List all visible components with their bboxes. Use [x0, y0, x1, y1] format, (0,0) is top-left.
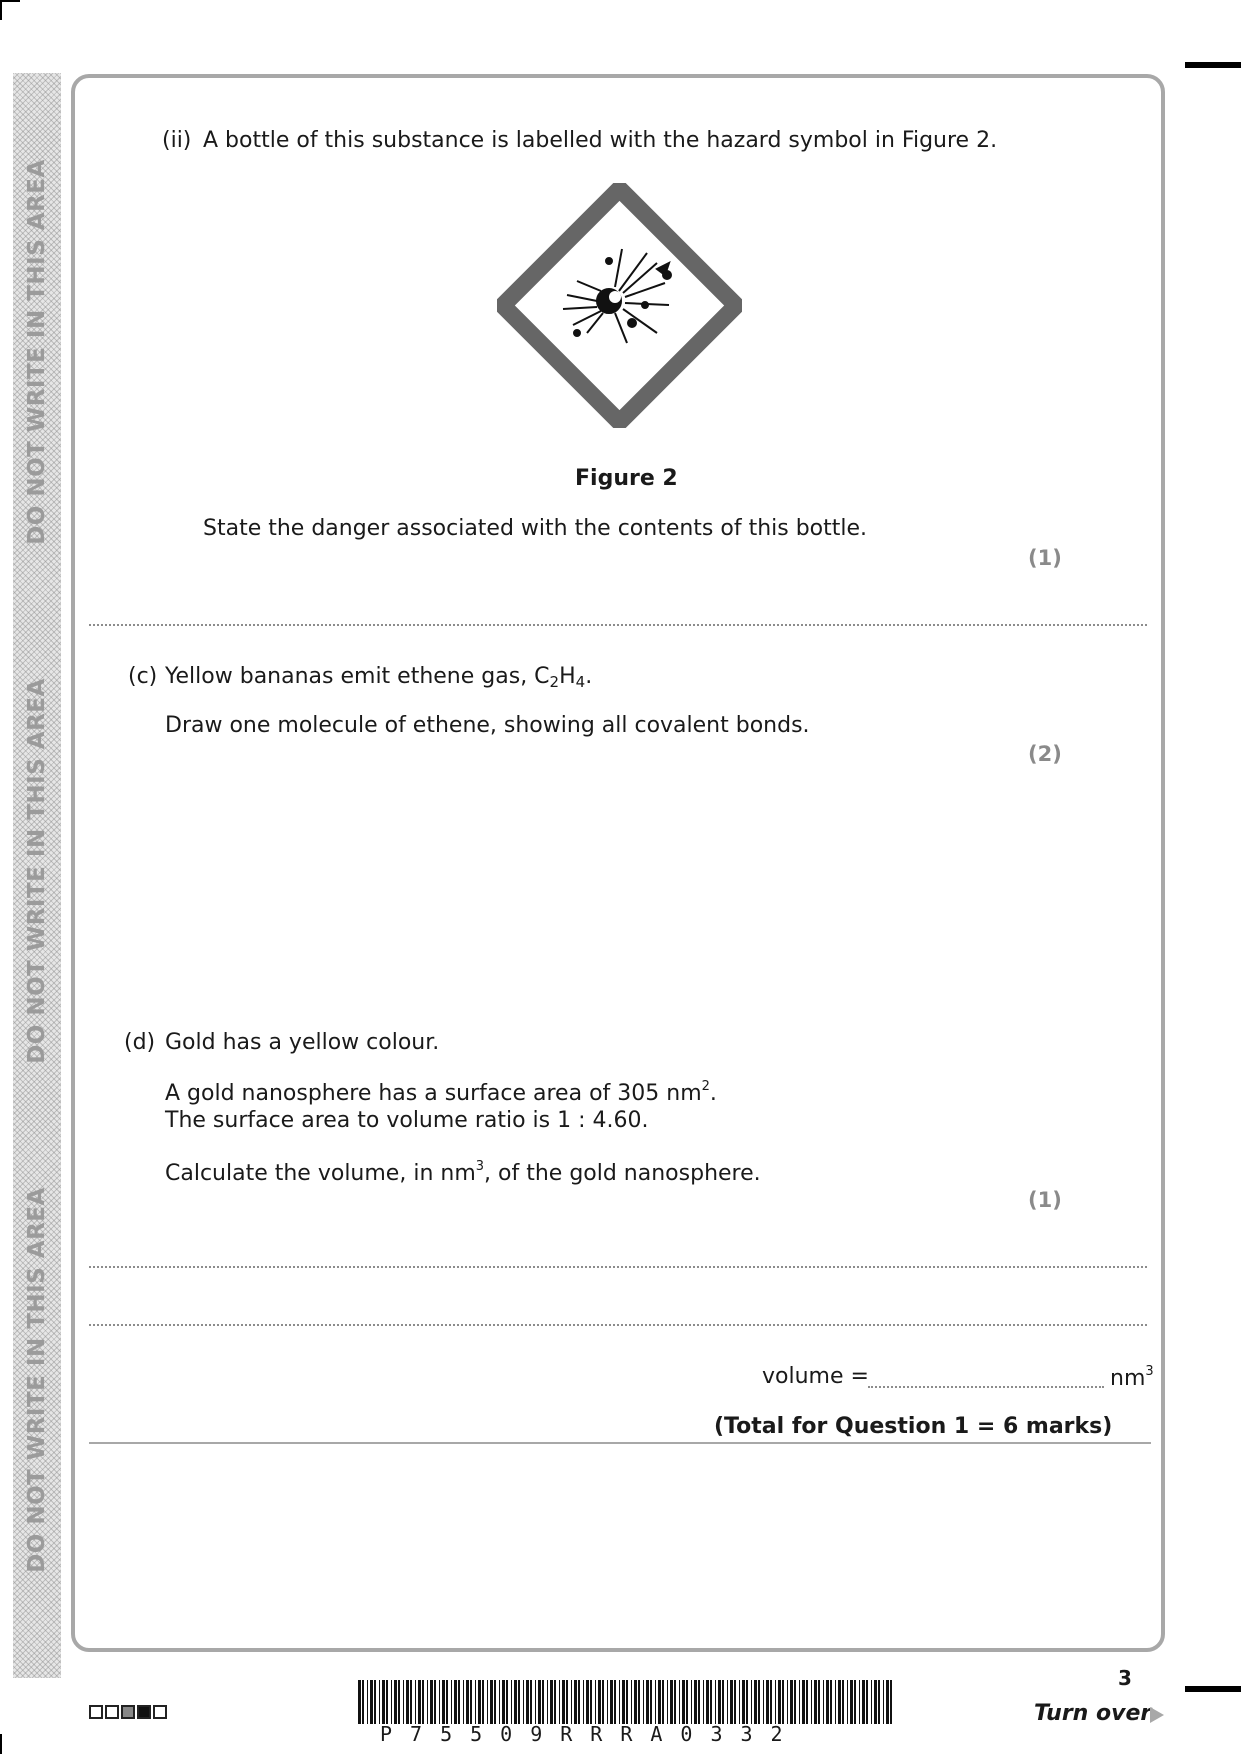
barcode-bar — [454, 1680, 457, 1724]
barcode-bar — [586, 1680, 589, 1724]
barcode-bar — [790, 1680, 793, 1724]
barcode-bar — [706, 1680, 709, 1724]
barcode-bar — [847, 1680, 848, 1724]
barcode-bar — [638, 1680, 640, 1724]
barcode-bar — [838, 1680, 841, 1724]
crop-mark-top-left-h — [0, 0, 20, 2]
part-d-text: Gold has a yellow colour. — [165, 1030, 440, 1055]
volume-answer-unit: $nm^3$ — [1110, 1364, 1154, 1391]
barcode-bar — [478, 1680, 481, 1724]
crop-mark-top-right — [1185, 62, 1241, 68]
total-marks: (Total for Question 1 = 6 marks) — [714, 1414, 1113, 1439]
barcode-bar — [746, 1680, 748, 1724]
barcode-bar — [710, 1680, 712, 1724]
barcode-bar — [775, 1680, 776, 1724]
part-d-surface-area: A gold nanosphere has a surface area of 305 $nm^2$. — [165, 1079, 717, 1106]
barcode-bar — [403, 1680, 404, 1724]
barcode-bar — [530, 1680, 532, 1724]
barcode-bar — [787, 1680, 788, 1724]
barcode-bar — [406, 1680, 409, 1724]
barcode-bar — [566, 1680, 568, 1724]
barcode-bar — [622, 1680, 625, 1724]
volume-answer-label: volume = — [762, 1364, 869, 1389]
barcode-bar — [850, 1680, 853, 1724]
barcode-bar — [430, 1680, 433, 1724]
part-c-text: Yellow bananas emit ethene gas, $C_2H_4$. — [165, 664, 593, 691]
barcode-bar — [886, 1680, 889, 1724]
barcode-bar — [758, 1680, 760, 1724]
barcode-bar — [734, 1680, 736, 1724]
barcode-bar — [670, 1680, 673, 1724]
barcode-bar — [458, 1680, 460, 1724]
barcode-bar — [727, 1680, 728, 1724]
barcode-bar — [862, 1680, 865, 1724]
barcode-bar — [619, 1680, 620, 1724]
barcode-bar — [794, 1680, 796, 1724]
marks-part-c: (2) — [1028, 742, 1062, 766]
barcode-bar — [475, 1680, 476, 1724]
barcode-bar — [415, 1680, 416, 1724]
barcode-bar — [379, 1680, 380, 1724]
total-divider — [89, 1442, 1151, 1444]
page-marker-squares — [89, 1705, 167, 1719]
barcode-bar — [854, 1680, 856, 1724]
answer-line-b[interactable] — [89, 624, 1147, 626]
barcode-bar — [418, 1680, 421, 1724]
barcode-bar — [806, 1680, 808, 1724]
part-d-label: (d) — [124, 1030, 156, 1055]
barcode-bar — [643, 1680, 644, 1724]
barcode-bar — [658, 1680, 661, 1724]
barcode-bar — [859, 1680, 860, 1724]
barcode-bar — [578, 1680, 580, 1724]
barcode-bar — [518, 1680, 520, 1724]
working-line-1[interactable] — [89, 1266, 1147, 1268]
barcode-bar — [691, 1680, 692, 1724]
barcode-bar — [494, 1680, 496, 1724]
barcode-bar — [634, 1680, 637, 1724]
barcode-bar — [547, 1680, 548, 1724]
barcode-bar — [482, 1680, 484, 1724]
barcode-bar — [739, 1680, 740, 1724]
barcode-bar — [550, 1680, 553, 1724]
barcode-bar — [535, 1680, 536, 1724]
marks-part-d: (1) — [1028, 1188, 1062, 1212]
barcode-bar — [646, 1680, 649, 1724]
barcode-bar — [890, 1680, 892, 1724]
page-number: 3 — [1118, 1666, 1132, 1690]
barcode-bar — [542, 1680, 544, 1724]
barcode-bar — [439, 1680, 440, 1724]
barcode-bar — [523, 1680, 524, 1724]
part-d-calculate: Calculate the volume, in $nm^3$, of the gold nanosphere. — [165, 1159, 761, 1186]
barcode-bar — [667, 1680, 668, 1724]
barcode-bar — [823, 1680, 824, 1724]
crop-mark-bottom-right — [1185, 1686, 1241, 1692]
part-c-instruction: Draw one molecule of ethene, showing all covalent bonds. — [165, 713, 810, 738]
barcode-bar — [367, 1680, 368, 1724]
barcode-bar — [391, 1680, 392, 1724]
barcode-bar — [526, 1680, 529, 1724]
barcode-bar — [427, 1680, 428, 1724]
barcode-bar — [374, 1680, 376, 1724]
explosive-hazard-icon — [497, 183, 742, 428]
barcode-bar — [754, 1680, 757, 1724]
part-d-ratio: The surface area to volume ratio is 1 : 4.60. — [165, 1108, 649, 1133]
barcode — [358, 1680, 896, 1724]
barcode-bar — [802, 1680, 805, 1724]
barcode-bar — [590, 1680, 592, 1724]
barcode-bar — [626, 1680, 628, 1724]
barcode-bar — [514, 1680, 517, 1724]
barcode-bar — [742, 1680, 745, 1724]
barcode-bar — [602, 1680, 604, 1724]
barcode-bar — [674, 1680, 676, 1724]
barcode-bar — [718, 1680, 721, 1724]
barcode-bar — [499, 1680, 500, 1724]
barcode-bar — [614, 1680, 616, 1724]
barcode-bar — [362, 1680, 364, 1724]
part-b-ii-text: A bottle of this substance is labelled with the hazard symbol in Figure 2. — [203, 128, 998, 153]
barcode-bar — [842, 1680, 844, 1724]
barcode-bar — [679, 1680, 680, 1724]
barcode-bar — [686, 1680, 688, 1724]
crop-mark-top-left — [0, 0, 2, 20]
barcode-bar — [682, 1680, 685, 1724]
barcode-bar — [835, 1680, 836, 1724]
turn-over-arrow-icon — [1150, 1707, 1164, 1723]
barcode-bar — [598, 1680, 601, 1724]
barcode-bar — [751, 1680, 752, 1724]
barcode-bar — [574, 1680, 577, 1724]
barcode-bar — [871, 1680, 872, 1724]
barcode-bar — [506, 1680, 508, 1724]
barcode-bar — [763, 1680, 764, 1724]
barcode-bar — [826, 1680, 829, 1724]
marks-part-b: (1) — [1028, 546, 1062, 570]
barcode-bar — [422, 1680, 424, 1724]
barcode-bar — [398, 1680, 400, 1724]
barcode-bar — [571, 1680, 572, 1724]
barcode-bar — [595, 1680, 596, 1724]
barcode-bar — [382, 1680, 385, 1724]
barcode-bar — [818, 1680, 820, 1724]
volume-answer-line[interactable] — [868, 1386, 1104, 1388]
barcode-bar — [874, 1680, 877, 1724]
barcode-bar — [410, 1680, 412, 1724]
barcode-bar — [358, 1680, 361, 1724]
barcode-bar — [662, 1680, 664, 1724]
barcode-bar — [511, 1680, 512, 1724]
barcode-bar — [370, 1680, 373, 1724]
barcode-bar — [394, 1680, 397, 1724]
barcode-bar — [715, 1680, 716, 1724]
barcode-bar — [466, 1680, 469, 1724]
barcode-bar — [722, 1680, 724, 1724]
barcode-bar — [490, 1680, 493, 1724]
figure-caption: Figure 2 — [575, 466, 678, 491]
barcode-bar — [778, 1680, 781, 1724]
barcode-bar — [607, 1680, 608, 1724]
barcode-bar — [386, 1680, 388, 1724]
part-b-ii-label: (ii) — [162, 128, 192, 153]
barcode-bar — [703, 1680, 704, 1724]
barcode-bar — [554, 1680, 556, 1724]
barcode-bar — [799, 1680, 800, 1724]
drawing-area[interactable] — [165, 770, 1065, 1010]
barcode-bar — [487, 1680, 488, 1724]
barcode-text: P75509RRRA0332 — [380, 1722, 801, 1746]
barcode-bar — [878, 1680, 880, 1724]
barcode-bar — [451, 1680, 452, 1724]
barcode-bar — [446, 1680, 448, 1724]
barcode-bar — [559, 1680, 560, 1724]
barcode-bar — [583, 1680, 584, 1724]
barcode-bar — [631, 1680, 632, 1724]
turn-over-label: Turn over — [1034, 1701, 1152, 1726]
barcode-bar — [610, 1680, 613, 1724]
barcode-bar — [442, 1680, 445, 1724]
state-danger-prompt: State the danger associated with the contents of this bottle. — [203, 516, 868, 541]
barcode-bar — [730, 1680, 733, 1724]
working-line-2[interactable] — [89, 1324, 1147, 1326]
barcode-bar — [830, 1680, 832, 1724]
barcode-bar — [470, 1680, 472, 1724]
barcode-bar — [502, 1680, 505, 1724]
barcode-bar — [698, 1680, 700, 1724]
barcode-bar — [650, 1680, 652, 1724]
barcode-bar — [463, 1680, 464, 1724]
barcode-bar — [562, 1680, 565, 1724]
barcode-bar — [655, 1680, 656, 1724]
part-c-label: (c) — [128, 664, 158, 689]
barcode-bar — [866, 1680, 868, 1724]
barcode-bar — [538, 1680, 541, 1724]
barcode-bar — [766, 1680, 769, 1724]
barcode-bar — [782, 1680, 784, 1724]
crop-mark-bottom-left — [0, 1734, 2, 1754]
barcode-bar — [814, 1680, 817, 1724]
barcode-bar — [694, 1680, 697, 1724]
barcode-bar — [811, 1680, 812, 1724]
barcode-bar — [434, 1680, 436, 1724]
barcode-bar — [883, 1680, 884, 1724]
barcode-bar — [770, 1680, 772, 1724]
